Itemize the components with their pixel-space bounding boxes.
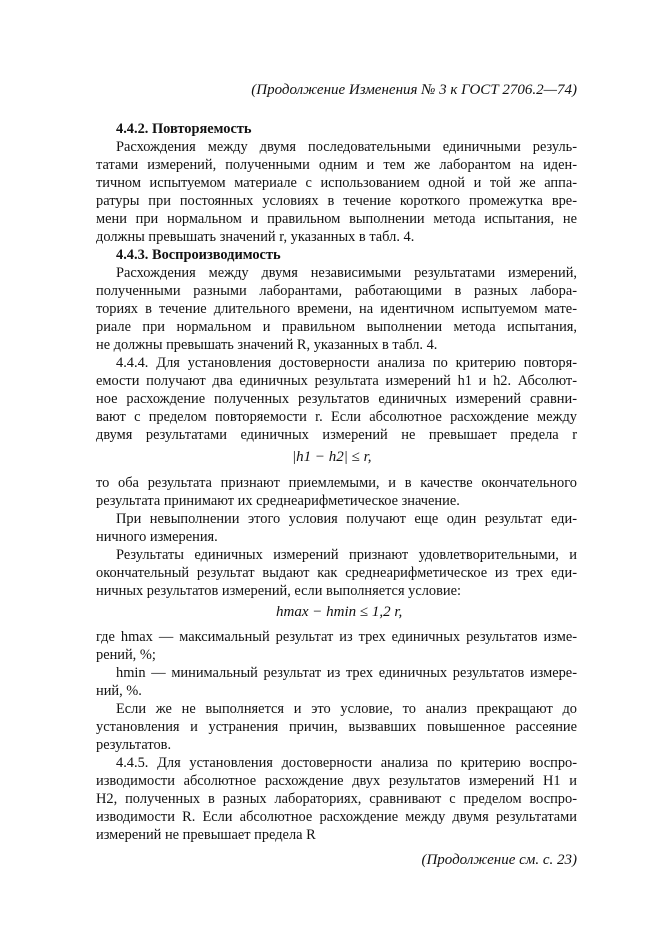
text-line: должны превышать значений r, указанных в табл. 4. — [96, 229, 415, 245]
text-line: Расхождения между двумя последовательными единичными резуль- — [116, 139, 577, 155]
text-line: мени при нормальном и правильном выполнении метода испытания, не — [96, 211, 577, 227]
text-line: Расхождения между двумя независимыми результатами измерений, — [116, 265, 577, 281]
text-line: ничных результатов измерений, если выполняется условие: — [96, 583, 462, 599]
text-line: результата принимают их среднеарифметическое значение. — [96, 493, 460, 509]
text-line: ний, %. — [96, 683, 142, 699]
text-line: результатов. — [96, 737, 172, 753]
text-line: ное расхождение полученных результатов единичных измерений сравни- — [96, 391, 577, 407]
heading-reproducibility: 4.4.3. Воспроизводимость — [116, 247, 281, 263]
page-footer: (Продолжение см. с. 23) — [421, 852, 577, 868]
text-line: риале при нормальном и правильном выполнении метода испытания, — [96, 319, 577, 335]
text-line: измерений не превышает предела R — [96, 827, 316, 843]
text-line: полученными разными лаборантами, работающими в разных лабора- — [96, 283, 577, 299]
formula-three-results: hmax − hmin ≤ 1,2 r, — [276, 604, 403, 620]
text-line: Если же не выполняется и это условие, то анализ прекращают до — [116, 701, 577, 717]
text-line: вают с пределом повторяемости r. Если абсолютное расхождение между — [96, 409, 577, 425]
text-line: где hmax — максимальный результат из трех единичных результатов изме- — [96, 629, 577, 645]
text-line: тичном испытуемом материале с использованием одной и той же аппа- — [96, 175, 577, 191]
text-line: изводимости абсолютное расхождение двух результатов измерений H1 и — [96, 773, 577, 789]
text-line: ториях в течение длительного времени, на идентичном испытуемом мате- — [96, 301, 577, 317]
text-line: ничного измерения. — [96, 529, 218, 545]
formula-repeatability: |h1 − h2| ≤ r, — [292, 449, 372, 465]
heading-repeatability: 4.4.2. Повторяемость — [116, 121, 252, 137]
text-line: 4.4.4. Для установления достоверности анализа по критерию повторя- — [116, 355, 577, 371]
text-line: ратуры при постоянных условиях в течение короткого промежутка вре- — [96, 193, 577, 209]
text-line: рений, %; — [96, 647, 156, 663]
text-line: татами измерений, полученными одним и тем же лаборантом на иден- — [96, 157, 577, 173]
text-line: изводимости R. Если абсолютное расхождение между двумя результатами — [96, 809, 577, 825]
text-line: установления и устранения причин, вызвавших повышенное рассеяние — [96, 719, 577, 735]
text-line: двумя результатами единичных измерений не превышает предела r — [96, 427, 577, 443]
text-line: то оба результата признают приемлемыми, и в качестве окончательного — [96, 475, 577, 491]
text-line: При невыполнении этого условия получают еще один результат еди- — [116, 511, 577, 527]
text-line: hmin — минимальный результат из трех единичных результатов измере- — [116, 665, 577, 681]
text-line: H2, полученных в разных лабораториях, сравнивают с пределом воспро- — [96, 791, 577, 807]
text-line: Результаты единичных измерений признают удовлетворительными, и — [116, 547, 577, 563]
text-line: окончательный результат выдают как среднеарифметическое из трех еди- — [96, 565, 577, 581]
text-line: емости получают два единичных результата измерений h1 и h2. Абсолют- — [96, 373, 577, 389]
text-line: 4.4.5. Для установления достоверности анализа по критерию воспро- — [116, 755, 577, 771]
text-line: не должны превышать значений R, указанных в табл. 4. — [96, 337, 438, 353]
page-header: (Продолжение Изменения № 3 к ГОСТ 2706.2—74) — [251, 82, 577, 98]
